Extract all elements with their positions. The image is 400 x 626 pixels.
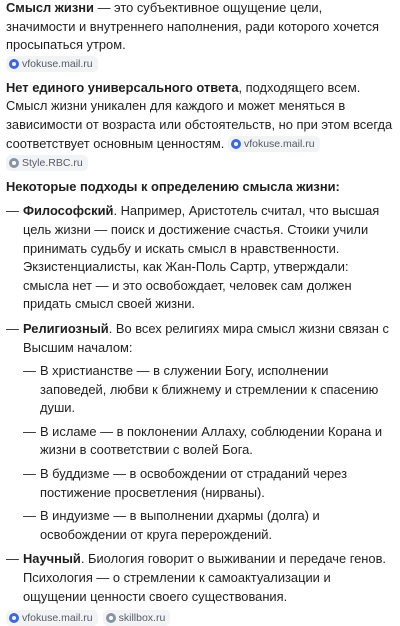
list-dash: — bbox=[23, 363, 36, 379]
site-favicon-icon bbox=[9, 158, 19, 168]
universal-bold: Нет единого универсального ответа bbox=[6, 79, 239, 95]
list-dash: — bbox=[23, 423, 36, 439]
list-dash: — bbox=[6, 320, 19, 336]
site-favicon-icon bbox=[9, 59, 19, 69]
intro-sources bbox=[6, 56, 394, 73]
religions-sublist bbox=[23, 362, 394, 544]
source-chip[interactable]: vfokuse.mail.ru bbox=[6, 56, 98, 72]
list-item: — Научный. Биология говорит о выживании и передаче генов. Психология — о стремлении к самоактуализации и ощущении ценности своего существования. bbox=[6, 550, 394, 606]
list-dash: — bbox=[23, 466, 36, 482]
list-item: — В буддизме — в освобождении от страданий через постижение просветления (нирваны). bbox=[23, 465, 394, 502]
list-item: — Религиозный. Во всех религиях мира смысл жизни связан с Высшим началом: bbox=[6, 320, 394, 357]
intro-text: — это субъективное ощущение цели, значимости и внутреннего наполнения, ради которого хочется просыпаться утром. bbox=[6, 0, 380, 53]
intro-paragraph bbox=[6, 0, 394, 55]
approaches-heading: Некоторые подходы к определению смысла жизни: bbox=[6, 178, 340, 194]
approaches-list bbox=[6, 202, 394, 606]
site-favicon-icon bbox=[9, 613, 19, 623]
universal-answer-paragraph bbox=[6, 79, 394, 172]
site-favicon-icon bbox=[106, 613, 116, 623]
list-item: — Философский. Например, Аристотель считал, что высшая цель жизни — поиск и достижение счастья. Стоики учили принимать судьбу и искать смысл в нравственности. Экзистенциалисты, как Жан-Поль Сартр, утверждали: смысла нет — и это освобождает, человек сам должен придать смысл своей жизни. bbox=[6, 202, 394, 314]
source-chip[interactable]: skillbox.ru bbox=[103, 610, 171, 626]
list-dash: — bbox=[23, 508, 36, 524]
source-chip[interactable]: Style.RBC.ru bbox=[6, 155, 88, 171]
universal-text: , подходящего всем. Смысл жизни уникален для каждого и может меняться в зависимости от возраста или обстоятельств, но при этом всегда соответствует основным ценностям. bbox=[6, 79, 393, 151]
site-favicon-icon bbox=[231, 139, 241, 149]
list-item: — В христианстве — в служении Богу, исполнении заповедей, любви к ближнему и стремлении к спасению души. bbox=[23, 362, 394, 418]
bottom-sources bbox=[6, 609, 394, 626]
list-dash: — bbox=[6, 203, 19, 219]
list-item: — В индуизме — в выполнении дхармы (долга) и освобождении от круга перерождений. bbox=[23, 507, 394, 544]
list-item: — В исламе — в поклонении Аллаху, соблюдении Корана и жизни в соответствии с волей Бога. bbox=[23, 423, 394, 460]
source-chip[interactable]: vfokuse.mail.ru bbox=[6, 610, 98, 626]
source-chip[interactable]: vfokuse.mail.ru bbox=[228, 136, 320, 152]
list-dash: — bbox=[6, 551, 19, 567]
intro-bold: Смысл жизни bbox=[6, 0, 94, 15]
